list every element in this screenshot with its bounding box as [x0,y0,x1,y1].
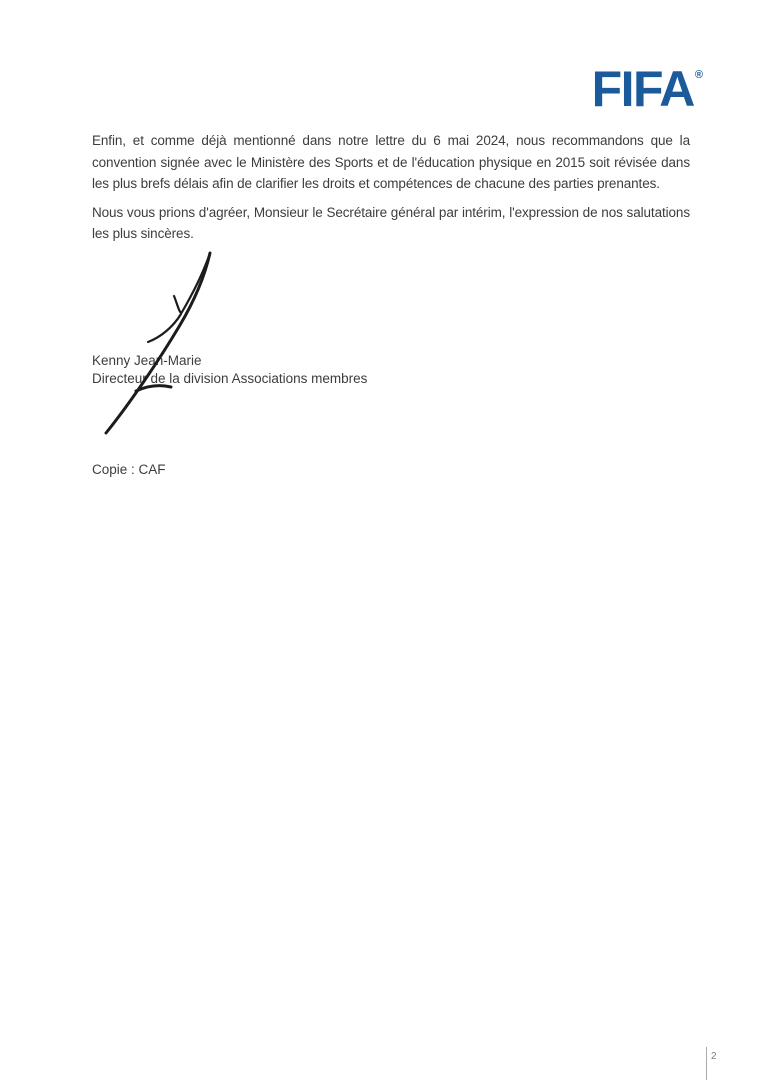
paragraph-line: Enfin, et comme déjà mentionné dans notre lettre du 6 mai 2024, nous recommandons que la [92,133,690,148]
paragraph-line: les plus brefs délais afin de clarifier les droits et compétences de chacune des parties prenantes. [92,176,660,191]
signer-name: Kenny Jean-Marie [92,353,202,368]
signature-tail-stroke [148,314,181,342]
signer-title: Directeur de la division Associations membres [92,371,368,386]
fifa-logo [591,61,703,117]
fifa-wordmark: FIFA [591,61,694,117]
registered-trademark-mark: ® [694,69,703,81]
paragraph [92,202,690,245]
paragraph-line: convention signée avec le Ministère des Sports et de l'éducation physique en 2015 soit révisée dans [92,154,690,170]
paragraph [92,130,690,195]
page-number: 2 [711,1051,717,1062]
paragraph-line: les plus sincères. [92,226,194,241]
signature-main-stroke [106,253,210,433]
letter-body [92,130,690,245]
paragraph-line: Nous vous prions d'agréer, Monsieur le Secrétaire général par intérim, l'expression de nos salutations [92,204,690,220]
copy-line: Copie : CAF [92,462,166,477]
footer-divider-line [706,1047,707,1080]
signature [100,248,215,440]
